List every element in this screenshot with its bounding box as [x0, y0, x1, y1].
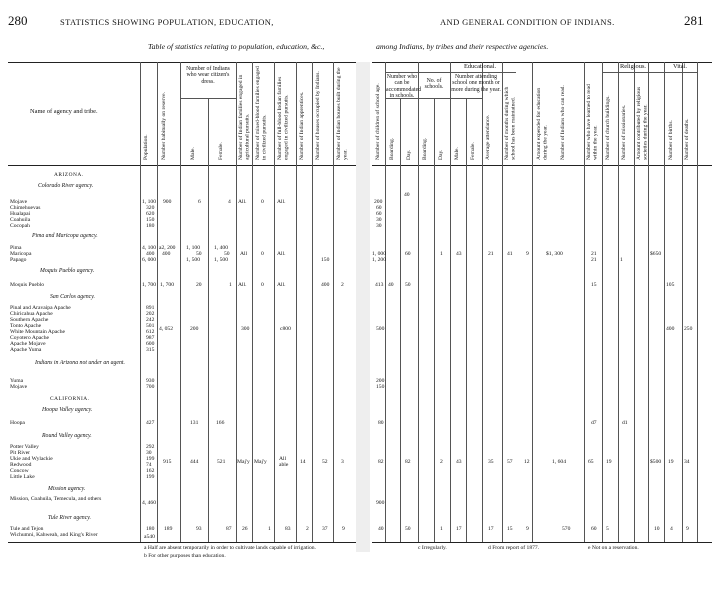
houses-built-header: Number of Indian houses built during the year.: [336, 67, 349, 160]
tribe-name: Chimehuevas: [10, 205, 41, 211]
agency-heading: San Carlos agency.: [50, 294, 95, 300]
cell: 50: [405, 282, 411, 288]
subgroup-rule: [664, 72, 697, 73]
cell: 50: [405, 526, 411, 532]
cell: 26: [242, 526, 248, 532]
apprentices-header: Number of Indian apprentices.: [299, 91, 305, 160]
cell: c800: [280, 326, 291, 332]
cell: 413: [375, 282, 384, 288]
cell: 52: [322, 459, 328, 465]
cell: 1: [620, 257, 623, 263]
cell: 2: [306, 526, 309, 532]
tribe-name: Little Lake: [10, 474, 35, 480]
agency-heading: Pima and Maricopa agency.: [32, 233, 98, 239]
cell: 60: [376, 211, 382, 217]
schools-boarding-header: Boarding.: [422, 137, 428, 160]
cell: 40: [378, 526, 384, 532]
cell: 891: [146, 305, 155, 311]
cell: 0: [261, 282, 264, 288]
tribe-name: Coyotero Apache: [10, 335, 49, 341]
cell: $500: [650, 459, 662, 465]
cell: All: [240, 251, 248, 257]
cell: 9: [686, 526, 689, 532]
cell: 93: [196, 526, 202, 532]
cell: 200: [376, 378, 385, 384]
cell: 3: [341, 459, 344, 465]
col-rule: [252, 62, 253, 542]
cell: 521: [217, 459, 226, 465]
state-heading-california: CALIFORNIA.: [50, 396, 90, 402]
cell: 1, 000: [372, 251, 386, 257]
cell: 40: [404, 192, 410, 198]
cell: 444: [190, 459, 199, 465]
cell: 30: [146, 450, 152, 456]
subgroup-rule: [602, 72, 664, 73]
deaths-header: Number of deaths.: [684, 118, 690, 160]
cell: 427: [146, 420, 155, 426]
cell: All.: [277, 199, 286, 205]
cell: 60: [376, 205, 382, 211]
tribe-name: Pima: [10, 245, 22, 251]
tribe-name: Maricopa: [10, 251, 32, 257]
cell: 1, 700: [142, 282, 156, 288]
cell: 1, 500: [214, 257, 228, 263]
col-rule: [697, 62, 698, 542]
cell: 35: [488, 459, 494, 465]
tribe-name: Tule and Tejon: [10, 526, 44, 532]
can-read-header: Number of Indians who can read.: [560, 85, 566, 160]
cell: 400: [666, 326, 675, 332]
cell: All.: [277, 251, 286, 257]
cell: 10: [654, 526, 660, 532]
tribe-name: Hualapai: [10, 211, 31, 217]
agency-heading: Indians in Arizona not under an agent.: [35, 360, 125, 366]
cell: 60: [591, 526, 597, 532]
cell: 900: [163, 199, 172, 205]
tribe-name: Potter Valley: [10, 444, 39, 450]
subgroup-rule: [180, 98, 236, 99]
cell: All.: [238, 199, 247, 205]
avg-attendance-header: Average attendance.: [485, 114, 491, 160]
cell: 320: [146, 205, 155, 211]
tribe-name: White Mountain Apache: [10, 329, 65, 335]
cell: 34: [684, 459, 690, 465]
tribe-name: Redwood: [10, 462, 32, 468]
cell: 43: [456, 251, 462, 257]
cell: 150: [321, 257, 330, 263]
col-rule: [664, 62, 665, 542]
cell: 82: [378, 459, 384, 465]
cell: 900: [376, 500, 385, 506]
educational-group-header: Educational.: [463, 63, 497, 70]
state-heading-arizona: ARIZONA.: [54, 172, 84, 178]
left-table-title: Table of statistics relating to population, education, &c.,: [148, 42, 325, 51]
col-rule: [682, 62, 683, 542]
tribe-name: Ukie and Wylackie: [10, 456, 53, 462]
tribe-name: Mission, Coahuila, Temecula, and others: [10, 496, 102, 502]
fullblood-families-header: Number of full-blood Indian families engaged in civilized pursuits.: [277, 76, 290, 160]
cell: 4, 460: [142, 500, 156, 506]
mixed-families-header: Number of mixed-blood families engaged in civilized pursuits.: [255, 66, 268, 160]
cell: 41: [507, 251, 513, 257]
col-rule: [208, 98, 209, 542]
tribe-name: Apache Mojave: [10, 341, 46, 347]
right-table-top-rule: [372, 62, 712, 63]
births-header: Number of births.: [668, 120, 674, 160]
cell: All.: [277, 282, 286, 288]
cell: able: [279, 462, 289, 468]
footnote-e: e Not on a reservation.: [588, 545, 639, 551]
cell: 43: [456, 459, 462, 465]
cell: 180: [146, 223, 155, 229]
cell: 15: [591, 282, 597, 288]
cell: 15: [507, 526, 513, 532]
col-rule: [157, 62, 158, 542]
cell: d7: [591, 420, 597, 426]
school-age-header: Number of children of school age.: [375, 83, 381, 160]
tribe-name: Moquis Pueblo: [10, 282, 45, 288]
tribe-name: Apache Yuma: [10, 347, 42, 353]
col-rule: [450, 62, 451, 542]
cell: 80: [378, 420, 384, 426]
col-rule: [180, 62, 181, 542]
families-agri-header: Number of Indian families engaged in agricultural pursuits.: [238, 74, 251, 160]
church-buildings-header: Number of church buildings.: [605, 95, 611, 160]
tribe-name: Mojave: [10, 199, 28, 205]
cell: All: [279, 456, 287, 462]
houses-occupied-header: Number of houses occupied by Indians.: [315, 71, 321, 160]
col-rule: [602, 62, 603, 542]
cell: 37: [322, 526, 328, 532]
cell: 150: [146, 217, 155, 223]
cell: 1, 100: [142, 199, 156, 205]
attending-male-header: Male.: [454, 147, 460, 160]
col-rule: [296, 62, 297, 542]
schools-header: No. of schools.: [424, 78, 444, 91]
cell: 199: [146, 474, 155, 480]
col-rule: [434, 98, 435, 542]
cell: 987: [146, 335, 155, 341]
cell: 570: [562, 526, 571, 532]
male-header: Male.: [190, 147, 196, 160]
cell: 1: [440, 251, 443, 257]
missionaries-header: Number of missionaries.: [621, 104, 627, 160]
cell: 30: [376, 223, 382, 229]
cell: 2: [341, 282, 344, 288]
cell: 20: [196, 282, 202, 288]
agency-heading: Tule River agency.: [48, 515, 91, 521]
cell: 166: [216, 420, 225, 426]
tribe-name: Concow: [10, 468, 29, 474]
cell: 315: [146, 347, 155, 353]
col-rule: [532, 62, 533, 542]
left-page-number: 280: [8, 13, 28, 28]
tribe-name: Wichumni, Kahweah, and King's River: [10, 532, 98, 538]
cell: 21: [488, 251, 494, 257]
left-table-bottom-rule: [8, 542, 356, 543]
cell: Maj'y: [237, 459, 250, 465]
citizens-dress-header: Number of Indians who wear citizen's dress.: [186, 66, 230, 85]
tribe-name: Yuma: [10, 378, 24, 384]
cell: 14: [300, 459, 306, 465]
cell: 199: [146, 456, 155, 462]
cell: 501: [146, 323, 155, 329]
tribe-name: Pit River: [10, 450, 31, 456]
col-rule: [482, 62, 483, 542]
cell: 17: [456, 526, 462, 532]
col-rule: [584, 62, 585, 542]
cell: 189: [164, 526, 173, 532]
col-rule: [140, 62, 141, 542]
cell: 87: [226, 526, 232, 532]
agency-heading: Colorado River agency.: [38, 183, 94, 189]
cell: 1, 200: [372, 257, 386, 263]
cell: 1, 100: [186, 245, 200, 251]
cell: 12: [524, 459, 530, 465]
cell: 6: [198, 199, 201, 205]
tribe-name: Southern Apache: [10, 317, 49, 323]
right-table-title: among Indians, by tribes and their respective agencies.: [376, 42, 549, 51]
tribe-name: Coahuila: [10, 217, 31, 223]
day-header: Day.: [406, 149, 412, 160]
cell: 250: [684, 326, 693, 332]
cell: 4: [228, 199, 231, 205]
footnote-c: c Irregularly.: [418, 545, 447, 551]
col-rule: [466, 98, 467, 542]
right-page-number: 281: [684, 13, 704, 28]
population-header: Population.: [143, 134, 149, 160]
col-rule: [385, 62, 386, 542]
subgroup-rule: [385, 72, 516, 73]
months-school-header: Number of months during which school has been maintained.: [504, 86, 517, 160]
agency-heading: Moquis Pueblo agency.: [40, 268, 95, 274]
col-rule: [502, 62, 503, 542]
cell: 930: [146, 378, 155, 384]
cell: 0: [261, 251, 264, 257]
cell: Maj'y: [254, 459, 267, 465]
boarding-header: Boarding.: [389, 137, 395, 160]
schools-day-header: Day.: [438, 149, 444, 160]
cell: 400: [162, 251, 171, 257]
attending-header: Number attending school one month or more during the year.: [451, 74, 501, 93]
cell: 17: [488, 526, 494, 532]
cell: 620: [146, 211, 155, 217]
left-running-head: STATISTICS SHOWING POPULATION, EDUCATION,: [60, 17, 274, 27]
cell: 50: [196, 251, 202, 257]
cell: 1, 400: [214, 245, 228, 251]
cell: 40: [388, 282, 394, 288]
footnote-a: a Half are absent temporarily in order to cultivate lands capable of irrigation.: [144, 545, 316, 551]
cell: 1, 700: [160, 282, 174, 288]
cell: 292: [146, 444, 155, 450]
cell: 700: [146, 384, 155, 390]
col-rule: [333, 62, 334, 542]
col-rule: [418, 62, 419, 542]
tribe-name: Pinal and Aravaipa Apache: [10, 305, 71, 311]
cell: 400: [321, 282, 330, 288]
left-header-rule: [8, 165, 356, 166]
cell: 1: [229, 282, 232, 288]
col-rule: [236, 62, 237, 542]
col-rule: [312, 62, 313, 542]
cell: 83: [285, 526, 291, 532]
amount-religious-header: Amount contributed by religious societies during the year.: [636, 86, 649, 160]
col-rule: [634, 62, 635, 542]
cell: 9: [526, 526, 529, 532]
cell: 1, 500: [186, 257, 200, 263]
cell: 915: [163, 459, 172, 465]
cell: 200: [190, 326, 199, 332]
amount-expended-header: Amount expended for education during the year.: [536, 87, 549, 160]
cell: 60: [405, 251, 411, 257]
cell: 180: [146, 526, 155, 532]
cell: 1, 604: [552, 459, 566, 465]
cell: a540: [144, 534, 155, 540]
cell: d1: [622, 420, 628, 426]
cell: $1, 300: [546, 251, 563, 257]
col-rule: [400, 98, 401, 542]
cell: 5: [606, 526, 609, 532]
col-rule: [618, 62, 619, 542]
agency-heading: Round Valley agency.: [42, 433, 92, 439]
female-header: Female.: [218, 142, 224, 160]
cell: 57: [507, 459, 513, 465]
cell: 400: [146, 251, 155, 257]
cell: 50: [224, 251, 230, 257]
cell: 131: [190, 420, 199, 426]
on-reserve-header: Number habitually on reserve.: [161, 91, 167, 160]
cell: 6, 000: [142, 257, 156, 263]
cell: 1: [268, 526, 271, 532]
tribe-name: Hoopa: [10, 420, 25, 426]
right-table-bottom-rule: [372, 542, 712, 543]
footnote-d: d From report of 1877.: [488, 545, 540, 551]
cell: 612: [146, 329, 155, 335]
right-running-head: AND GENERAL CONDITION OF INDIANS.: [440, 17, 615, 27]
tribe-name: Papago: [10, 257, 27, 263]
page-gutter: [356, 62, 370, 552]
cell: 4, 052: [159, 326, 173, 332]
cell: 150: [376, 384, 385, 390]
cell: 4, 100: [142, 245, 156, 251]
tribe-name: Tonto Apache: [10, 323, 42, 329]
cell: All.: [238, 282, 247, 288]
left-table-top-rule: [8, 62, 356, 63]
cell: 82: [405, 459, 411, 465]
cell: 202: [146, 311, 155, 317]
cell: 19: [606, 459, 612, 465]
cell: 4: [670, 526, 673, 532]
cell: 9: [342, 526, 345, 532]
cell: 65: [588, 459, 594, 465]
religious-group-header: Religious.: [619, 63, 647, 70]
cell: 21: [591, 251, 597, 257]
tribe-name: Cocopah: [10, 223, 30, 229]
right-header-rule: [372, 165, 712, 166]
footnote-b: b For other purposes than education.: [144, 553, 226, 559]
cell: 19: [668, 459, 674, 465]
cell: 21: [591, 257, 597, 263]
accommodated-header: Number who can be accommodated in schools.: [386, 74, 422, 100]
cell: 600: [146, 341, 155, 347]
cell: 0: [261, 199, 264, 205]
cell: 300: [241, 326, 250, 332]
cell: 1: [440, 526, 443, 532]
vital-group-header: Vital.: [673, 63, 687, 70]
cell: a2, 200: [159, 245, 176, 251]
name-column-header: Name of agency and tribe.: [30, 108, 98, 115]
cell: $650: [650, 251, 662, 257]
cell: 105: [666, 282, 675, 288]
cell: 74: [146, 462, 152, 468]
agency-heading: Mission agency.: [48, 486, 86, 492]
cell: 200: [374, 199, 383, 205]
cell: 9: [526, 251, 529, 257]
cell: 30: [376, 217, 382, 223]
cell: 242: [146, 317, 155, 323]
tribe-name: Chiricahua Apache: [10, 311, 53, 317]
cell: 500: [376, 326, 385, 332]
agency-heading: Hoopa Valley agency.: [42, 407, 93, 413]
col-rule: [274, 62, 275, 542]
learned-read-header: Number who have learned to read within the year.: [586, 84, 599, 160]
tribe-name: Mojave: [10, 384, 28, 390]
cell: 2: [440, 459, 443, 465]
attending-female-header: Female.: [470, 142, 476, 160]
cell: 162: [146, 468, 155, 474]
